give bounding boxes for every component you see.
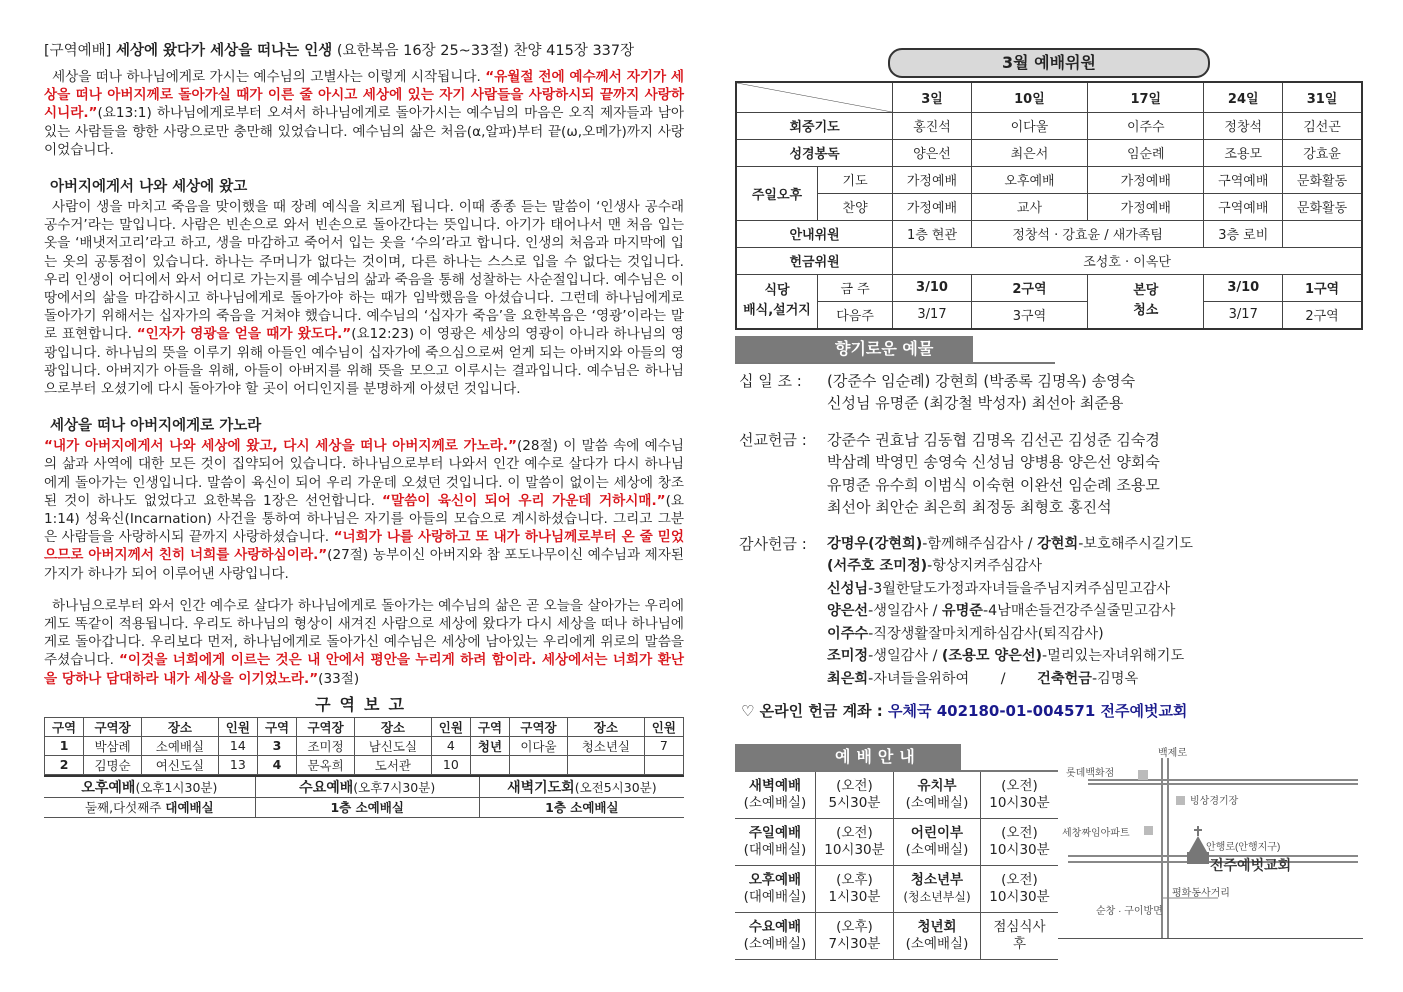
scripture-quote: “말씀이 육신이 되어 우리 가운데 거하시매.” <box>382 492 666 509</box>
scripture-quote: “이것을 너희에게 이르는 것은 내 안에서 평안을 누리게 하려 함이라. 세상에서는 너희가 환난을 당하나 담대하라 내가 세상을 이기었노라.” <box>44 652 684 687</box>
worship-committee-table: 3일 10일 17일 24일 31일 회중기도 홍진석 이다울 이주수 정창석 김선곤 성경봉독 양은선 최은서 임순례 조용모 강효윤 주일오후 기도 가정예배 오후예배 가정예배 구역예배 문화활동 찬양 가정예배 교사 가정예배 구역예배 문화활동 안내위원 1층 현관 정창석 · 강효윤 / 새가족팀 3층 로비 헌금위원 조성호 · 이옥단 식당 배식,설거지 금 주 3/10 2구역 본당 청소 3/10 1구역 다음주 3/17 3구역 3/17 2구역 <box>735 81 1363 330</box>
district-report-title: 구역보고 <box>315 694 413 714</box>
worship-guide-header: 예배안내 <box>735 744 961 770</box>
sermon-tag: [구역예배] <box>44 43 112 59</box>
svg-text:평화동사거리: 평화동사거리 <box>1172 888 1230 899</box>
svg-text:순창 · 구이방면: 순창 · 구이방면 <box>1096 906 1163 917</box>
table-row: 주일예배 (대예배실) (오전) 10시30분 어린이부 (소예배실) (오전) 10시30분 <box>735 819 1058 866</box>
table-row: 1 박삼례 소예배실 14 3 조미정 남신도실 4 청년 이다울 청소년실 7 <box>45 736 684 755</box>
svg-text:빙상경기장: 빙상경기장 <box>1190 796 1239 807</box>
table-row: 오후예배 (대예배실) (오후) 1시30분 청소년부 (청소년부실) (오전) 10시30분 <box>735 866 1058 913</box>
building-marker <box>1176 796 1185 805</box>
sermon-subheading-1: 아버지에게서 나와 세상에 왔고 <box>50 179 248 196</box>
offerings-list: 십 일 조 : (강준수 임순례) 강현희 (박종록 김명옥) 송영숙 신성님 유명준 (최강철 박성자) 최선아 최준용 선교헌금 : 강준수 권효남 김동협 김명옥 김선곤 김성준 김숙경 박삼례 박영민 송영숙 신성님 양병용 양은선 양회숙 유명준 유수희 이범식 이숙현 이완선 임순례 조용모 최선아 최안순 최은희 최정동 최형호 홍진석 감사헌금 : 강명우(강현희)-함께해주심감사 / 강현희-보호해주시길기도 (서주호 조미정)-항상지켜주심감사 신성님-3월한달도가정과자녀들을주님지켜주심믿고감사 양은선-생일감사 / 유명준-4남매손들건강주실줄믿고감사 이주수-직장생활잘마치게하심감사(퇴직감사) 조미정-생일감사 / (조용모 양은선)-멀리있는자녀위해기도 최은희-자녀들을위하여 / 건축헌금-김명옥 <box>739 371 1193 687</box>
table-row: 새벽예배 (소예배실) (오전) 5시30분 유치부 (소예배실) (오전) 10시30분 <box>735 772 1058 819</box>
scripture-quote: “인자가 영광을 얻을 때가 왔도다.” <box>136 326 352 343</box>
church-icon <box>1189 836 1207 852</box>
right-column <box>735 48 1363 952</box>
table-header-row: 구역 구역장 장소 인원 구역 구역장 장소 인원 구역 구역장 장소 인원 <box>45 717 684 736</box>
table-row: 수요예배 (소예배실) (오후) 7시30분 청년회 (소예배실) 점심식사 후 <box>735 913 1058 960</box>
worship-guide-area <box>735 738 1363 960</box>
table-row: 2 김명순 여신도실 13 4 문옥희 도서관 10 <box>45 755 684 774</box>
svg-text:세창짜임아파트: 세창짜임아파트 <box>1062 828 1130 839</box>
offerings-section-header: 향기로운 예물 <box>735 336 973 362</box>
scripture-quote: “내가 아버지에게서 나와 세상에 왔고, 다시 세상을 떠나 아버지께로 가노라.” <box>44 438 517 455</box>
svg-text:롯데백화점: 롯데백화점 <box>1066 768 1115 779</box>
sermon-title: 세상에 왔다가 세상을 떠나는 인생 <box>115 43 333 59</box>
online-offering: ♡ 온라인 헌금 계좌 : 우체국 402180-01-004571 전주예벗교회 <box>741 702 1188 720</box>
sermon-subheading-2: 세상을 떠나 아버지에게로 가노라 <box>50 418 262 435</box>
left-column <box>44 40 684 818</box>
scripture-quote: “유월절 전에 예수께서 자기가 세상을 떠나 아버지께로 돌아가실 때가 이른 줄 아시고 세상에 있는 자기 사람들을 사랑하시되 끝까지 사랑하시니라.” <box>44 69 685 122</box>
building-marker <box>1138 770 1148 780</box>
svg-text:백제로: 백제로 <box>1158 748 1187 759</box>
worship-guide-table <box>735 772 1058 960</box>
svg-text:안행로(안행지구): 안행로(안행지구) <box>1206 842 1281 853</box>
sermon-paragraph-2: 사람이 생을 마치고 죽음을 맞이했을 때 장례 예식을 치르게 됩니다. 이때 종종 듣는 말씀이 ‘인생사 공수래 공수거’라는 말입니다. 사람은 빈손으로 와서 빈손으로 돌아간다는 뜻입니다. 아기가 태어나서 맨 처음 입는 옷을 ‘배냇저고리’라고 하고, 생을 마감하고 죽어서 입는 옷을 ‘수의’라고 합니다. 인생의 처음과 마지막에 입는 옷의 공통점이 있습니다. 하나는 주머니가 없다는 것이며, 다른 하나는 스스로 입을 수 없다는 것입니다. 우리 인생이 어디에서 와서 어디로 가는지를 예수님의 삶과 죽음을 통해 성찰하는 사순절입니다. 예수님은 이 땅에서의 삶을 마감하시고 하나님에게로 돌아가야 하는 때가 임박했음을 아셨습니다. 그런데 하나님에게로 돌아가기 위해서는 십자가의 죽음을 거쳐야 했습니다. 예수님의 ‘십자가 죽음’을 요한복음은 ‘영광’이라는 말로 표현합니다. “인자가 영광을 얻을 때가 왔도다.”(요12:23) 이 영광은 세상의 영광이 아니라 하나님의 영광입니다. 하나님의 뜻을 이루기 위해 아들인 예수님이 십자가에 죽으심으로써 얻게 되는 아버지와 아들의 영광입니다. 아버지가 아들을 위해, 아들이 아버지를 위해 뜻을 모으고 이루시는 결과입니다. 예수님은 하나님으로부터 오셨기에 다시 돌아가야 할 곳이 어디인지를 분명하게 아셨던 것입니다. <box>44 199 684 398</box>
bank-account: 우체국 402180-01-004571 전주예벗교회 <box>888 702 1188 720</box>
district-report-table <box>44 717 684 775</box>
sermon-paragraph-4: 하나님으로부터 와서 인간 예수로 살다가 하나님에게로 돌아가는 예수님의 삶은 곧 오늘을 살아가는 우리에게도 똑같이 적용됩니다. 우리도 하나님의 형상이 새겨진 사람으로 세상에 왔다가 다시 세상을 떠나 하나님에게로 돌아갑니다. 우리보다 먼저, 하나님에게로 돌아가신 예수님은 세상에 남아있는 우리에게 위로의 말씀을 주셨습니다. “이것을 너희에게 이르는 것은 내 안에서 평안을 누리게 하려 함이라. 세상에서는 너희가 환난을 당하나 담대하라 내가 세상을 이기었노라.”(33절) <box>44 597 684 687</box>
sermon-paragraph-3: “내가 아버지에게서 나와 세상에 왔고, 다시 세상을 떠나 아버지께로 가노라.”(28절) 이 말씀 속에 예수님의 삶과 사역에 대한 모든 것이 집약되어 있습니다. 하나님으로부터 나와서 인간 예수로 살다가 다시 하나님에게 돌아가는 인생입니다. 말씀이 육신이 되어 우리 가운데 오셨던 것입니다. 이 말씀이 없이는 세상에 창조된 것이 하나도 없었다고 요한복음 1장은 선언합니다. “말씀이 육신이 되어 우리 가운데 거하시매.”(요1:14) 성육신(Incarnation) 사건을 통하여 하나님은 자기를 아들의 모습으로 계시하셨습니다. 그리고 그분은 사람들을 사랑하시되 끝까지 사랑하셨습니다. “너희가 나를 사랑하고 또 내가 하나님께로부터 온 줄 믿었으므로 아버지께서 친히 너희를 사랑하심이라.”(27절) 농부이신 아버지와 참 포도나무이신 예수님과 제자된 가지가 하나가 되어 이루어낸 사랑입니다. <box>44 438 684 582</box>
svg-text:전주예벗교회: 전주예벗교회 <box>1210 857 1292 873</box>
worship-committee-title: 3월 예배위원 <box>888 48 1210 78</box>
sermon-heading <box>44 40 684 62</box>
scripture-quote: “너희가 나를 사랑하고 또 내가 하나님께로부터 온 줄 믿었으므로 아버지께서 친히 너희를 사랑하심이라.” <box>44 529 684 564</box>
map-graphic <box>1058 738 1363 938</box>
building-marker <box>1144 826 1153 835</box>
sermon-reference: (요한복음 16장 25~33절) 찬양 415장 337장 <box>336 43 635 59</box>
sermon-paragraph-1: 세상을 떠나 하나님에게로 가시는 예수님의 고별사는 이렇게 시작됩니다. “유월절 전에 예수께서 자기가 세상을 떠나 아버지께로 돌아가실 때가 이른 줄 아시고 세상에 있는 자기 사람들을 사랑하시되 끝까지 사랑하시니라.”(요13:1) 하나님에게로부터 오셔서 하나님에게로 돌아가시는 예수님의 마음은 오직 제자들과 남아있는 사람들을 향한 사랑으로만 충만해 있었습니다. 예수님의 삶은 처음(α,알파)부터 끝(ω,오메가)까지 사랑이었습니다. <box>44 69 685 158</box>
service-times-table: 오후예배(오후1시30분) 수요예배(오후7시30분) 새벽기도회(오전5시30분) 둘째,다섯째주 대예배실 1층 소예배실 1층 소예배실 <box>44 775 684 818</box>
church-location-map <box>1058 738 1363 939</box>
